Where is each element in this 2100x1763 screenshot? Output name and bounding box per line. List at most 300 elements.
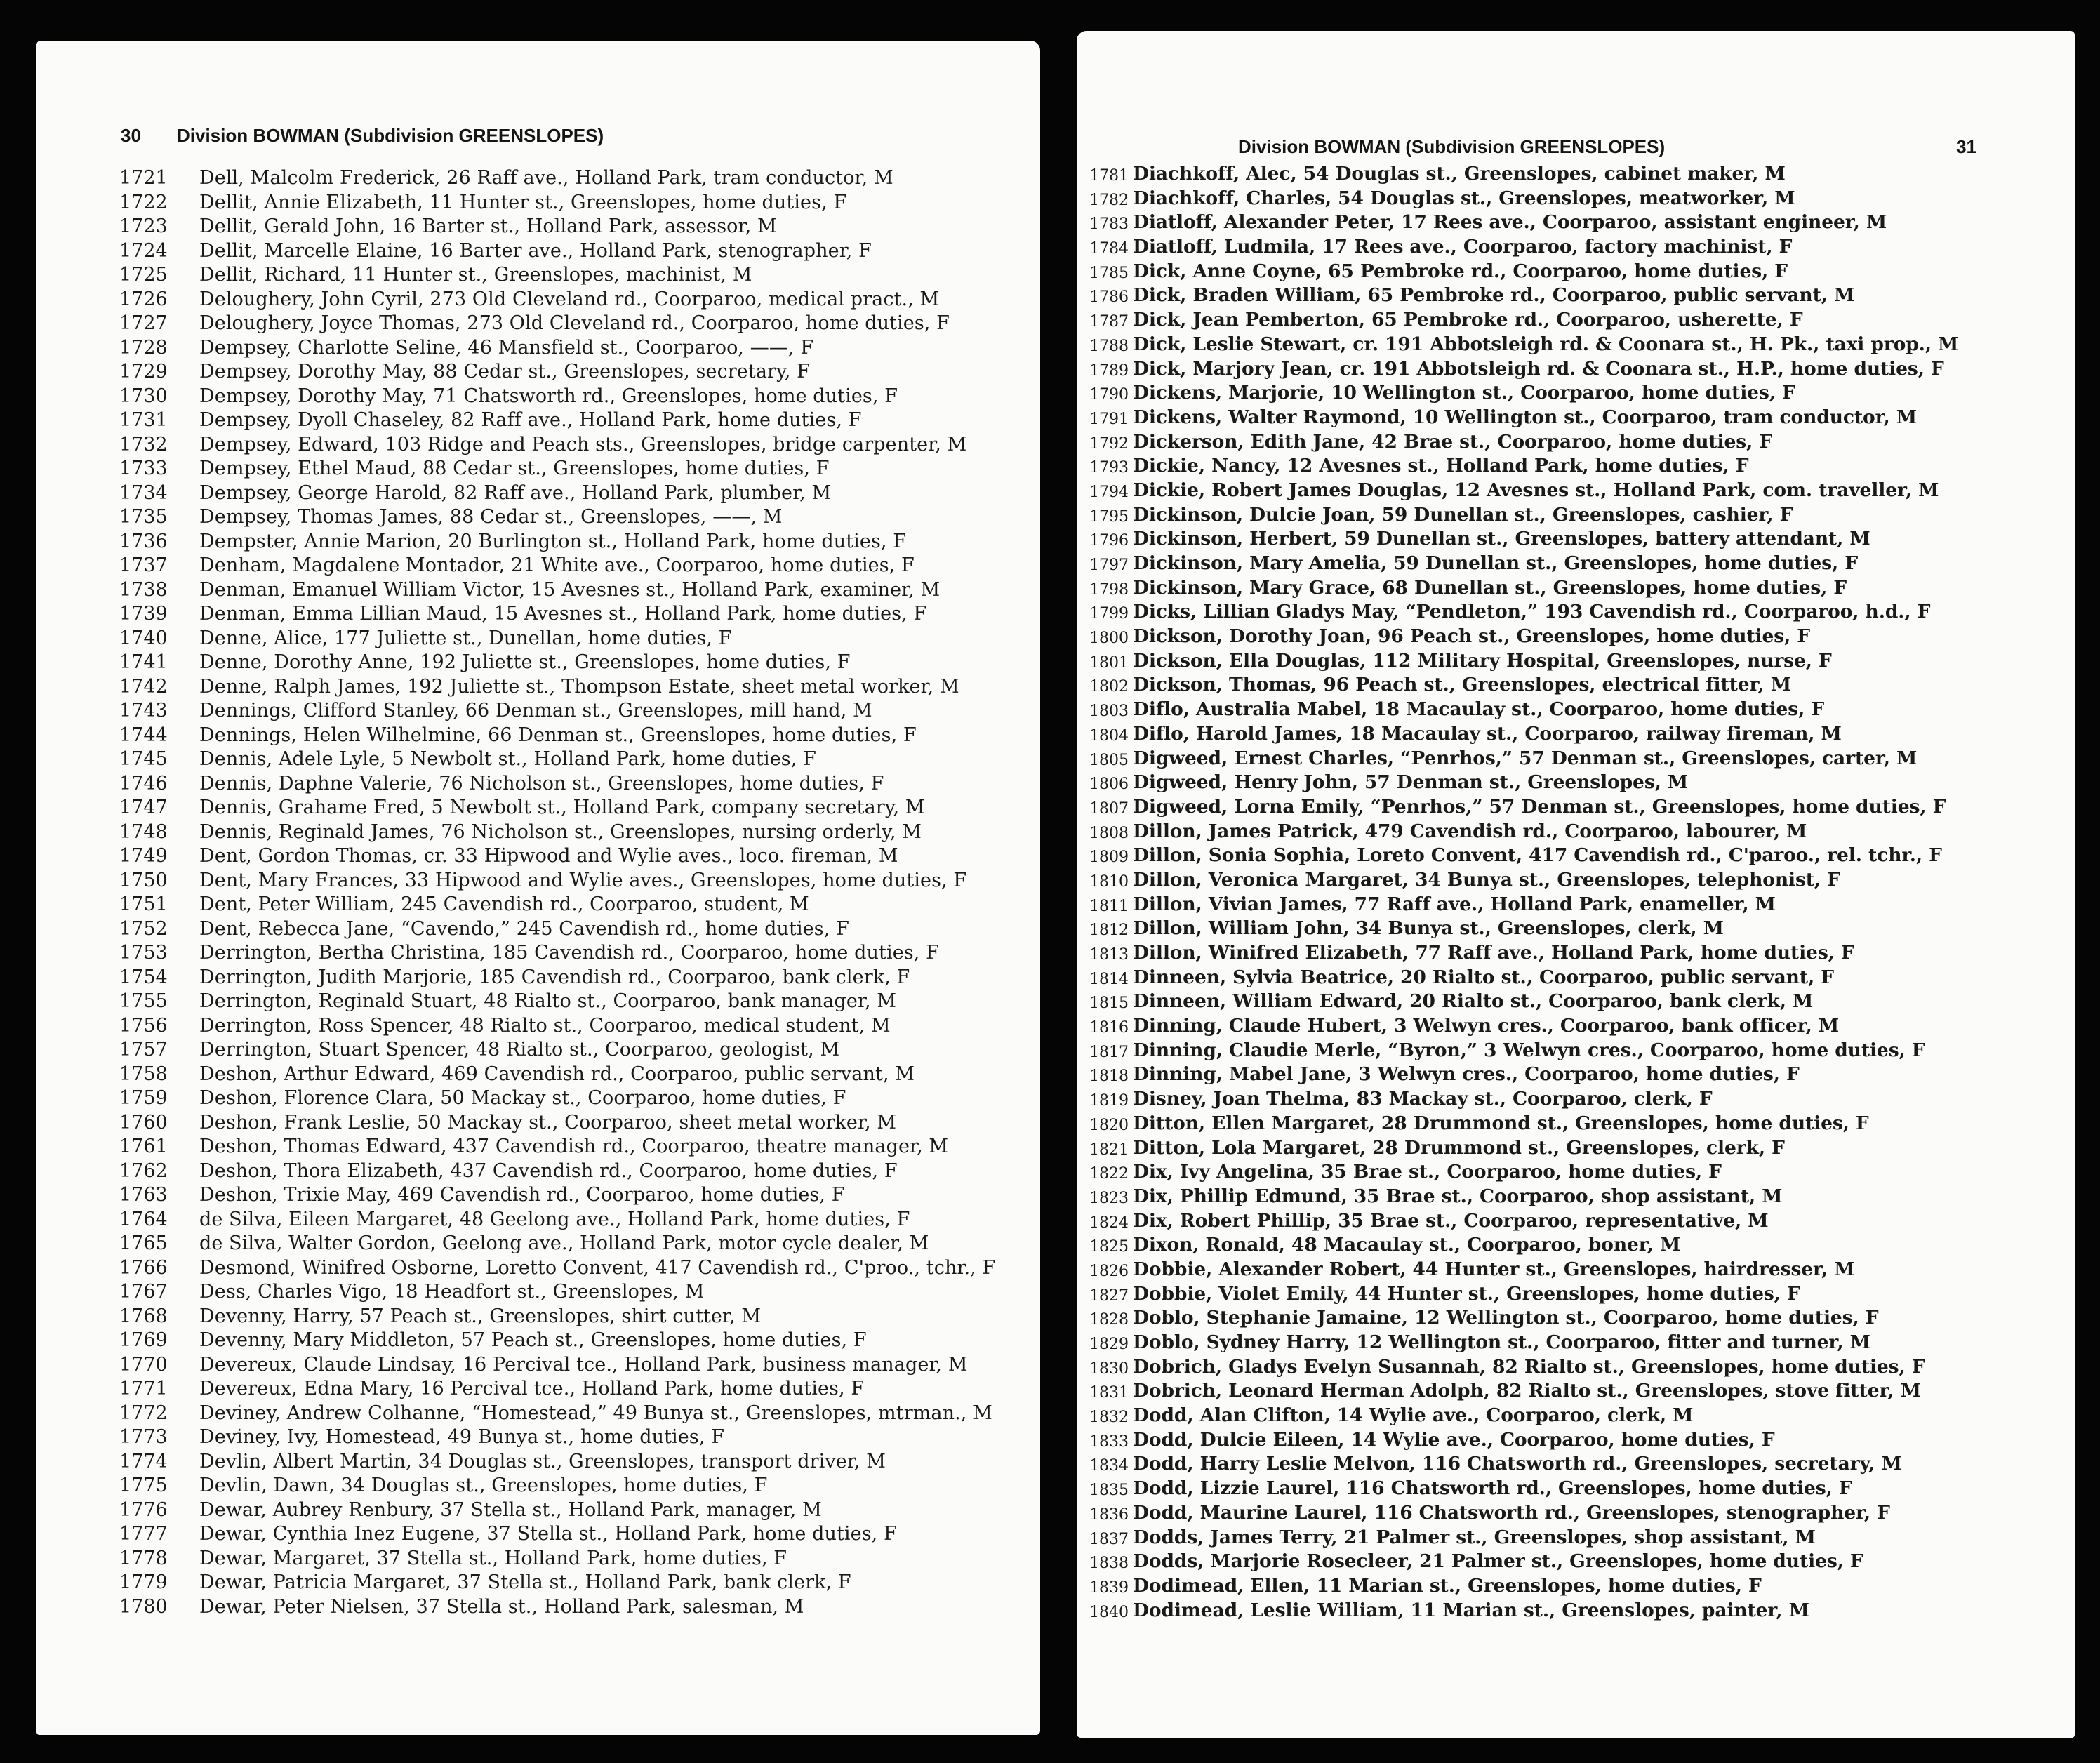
entry-text: Dick, Marjory Jean, cr. 191 Abbotsleigh rd. & Coonara st., H.P., home duties, F (1133, 357, 1944, 380)
list-item (36, 554, 1040, 579)
entry-number: 1762 (119, 1159, 168, 1182)
list-item (1077, 528, 2075, 552)
entry-number: 1770 (119, 1353, 168, 1376)
entry-text: Diachkoff, Alec, 54 Douglas st., Greenslopes, cabinet maker, M (1133, 163, 1786, 185)
list-item (36, 264, 1040, 288)
list-item (1077, 698, 2075, 723)
list-item (1077, 1234, 2075, 1258)
entry-number: 1830 (1089, 1359, 1129, 1378)
entry-number: 1831 (1089, 1384, 1129, 1402)
entry-text: Diatloff, Ludmila, 17 Rees ave., Coorparoo, factory machinist, F (1133, 236, 1793, 258)
entry-text: Dinneen, Sylvia Beatrice, 20 Rialto st., Coorparoo, public servant, F (1133, 966, 1834, 988)
list-item (36, 748, 1040, 773)
page-number: 30 (121, 125, 141, 146)
list-item (36, 192, 1040, 216)
entry-number: 1820 (1089, 1116, 1129, 1134)
list-item (1077, 771, 2075, 796)
list-item (36, 627, 1040, 652)
entry-text: Dobrich, Gladys Evelyn Susannah, 82 Rialto st., Greenslopes, home duties, F (1133, 1355, 1925, 1378)
entry-number: 1752 (119, 917, 168, 940)
entry-text: Dodd, Maurine Laurel, 116 Chatsworth rd., Greenslopes, stenographer, F (1133, 1501, 1890, 1524)
elector-list (1077, 163, 2075, 1623)
list-item (36, 1596, 1040, 1621)
list-item (36, 1087, 1040, 1112)
entry-text: Deshon, Florence Clara, 50 Mackay st., Coorparoo, home duties, F (199, 1087, 846, 1109)
list-item (36, 240, 1040, 265)
list-item (1077, 820, 2075, 845)
entry-text: Dewar, Aubrey Renbury, 37 Stella st., Holland Park, manager, M (199, 1498, 822, 1521)
list-item (36, 531, 1040, 555)
entry-number: 1771 (119, 1378, 168, 1399)
entry-text: Dent, Peter William, 245 Cavendish rd., Coorparoo, student, M (199, 893, 809, 915)
list-item (1077, 625, 2075, 650)
list-item (36, 506, 1040, 531)
entry-number: 1736 (119, 530, 168, 552)
entry-number: 1733 (119, 458, 168, 479)
entry-number: 1783 (1089, 215, 1129, 234)
entry-number: 1738 (119, 578, 168, 601)
entry-text: Dempsey, Ethel Maud, 88 Cedar st., Greenslopes, home duties, F (199, 458, 830, 479)
entry-number: 1744 (119, 724, 168, 746)
entry-text: Dent, Gordon Thomas, cr. 33 Hipwood and Wylie aves., loco. fireman, M (199, 845, 898, 867)
entry-text: Dodd, Lizzie Laurel, 116 Chatsworth rd., Greenslopes, home duties, F (1133, 1477, 1852, 1500)
list-item (1077, 1331, 2075, 1356)
entry-text: Denne, Dorothy Anne, 192 Juliette st., Greenslopes, home duties, F (199, 651, 851, 673)
entry-text: Ditton, Lola Margaret, 28 Drummond st., Greenslopes, clerk, F (1133, 1136, 1785, 1159)
entry-text: Dinneen, William Edward, 20 Rialto st., Coorparoo, bank clerk, M (1133, 990, 1814, 1013)
entry-text: Dickens, Walter Raymond, 10 Wellington st., Coorparoo, tram conductor, M (1133, 406, 1918, 428)
entry-number: 1828 (1089, 1311, 1129, 1329)
entry-text: Diachkoff, Charles, 54 Douglas st., Greenslopes, meatworker, M (1133, 187, 1795, 209)
entry-text: Dillon, Winifred Elizabeth, 77 Raff ave., Holland Park, home duties, F (1133, 942, 1854, 964)
entry-number: 1731 (119, 409, 168, 431)
entry-text: Denman, Emma Lillian Maud, 15 Avesnes st., Holland Park, home duties, F (199, 603, 927, 625)
entry-text: Denne, Alice, 177 Juliette st., Dunellan, home duties, F (199, 627, 732, 649)
entry-number: 1742 (119, 675, 168, 698)
entry-number: 1786 (1089, 288, 1129, 307)
list-item (36, 1063, 1040, 1088)
entry-text: Denman, Emanuel William Victor, 15 Avesnes st., Holland Park, examiner, M (199, 578, 941, 601)
entry-text: Dillon, William John, 34 Bunya st., Greenslopes, clerk, M (1133, 917, 1724, 940)
list-item (36, 1305, 1040, 1330)
list-item (1077, 1404, 2075, 1429)
entry-text: Deloughery, John Cyril, 273 Old Cleveland rd., Coorparoo, medical pract., M (199, 288, 940, 310)
entry-text: Dempsey, Thomas James, 88 Cedar st., Greenslopes, ——, M (199, 506, 783, 528)
entry-text: Dobbie, Alexander Robert, 44 Hunter st., Greenslopes, hairdresser, M (1133, 1258, 1855, 1280)
entry-number: 1795 (1089, 507, 1129, 526)
list-item (1077, 284, 2075, 309)
entry-number: 1829 (1089, 1336, 1129, 1353)
entry-number: 1836 (1089, 1505, 1129, 1524)
entry-number: 1800 (1089, 630, 1129, 648)
entry-text: Doblo, Sydney Harry, 12 Wellington st., Coorparoo, fitter and turner, M (1133, 1331, 1870, 1353)
entry-number: 1725 (119, 264, 168, 286)
entry-text: Dodds, James Terry, 21 Palmer st., Greenslopes, shop assistant, M (1133, 1526, 1816, 1548)
list-item (36, 1378, 1040, 1402)
entry-number: 1822 (1089, 1165, 1129, 1183)
entry-text: Dick, Anne Coyne, 65 Pembroke rd., Coorparoo, home duties, F (1133, 260, 1788, 282)
list-item (1077, 309, 2075, 333)
list-item (1077, 406, 2075, 431)
entry-number: 1789 (1089, 361, 1129, 380)
entry-number: 1767 (119, 1281, 168, 1303)
entry-number: 1782 (1089, 191, 1129, 209)
entry-number: 1761 (119, 1136, 168, 1157)
entry-text: de Silva, Eileen Margaret, 48 Geelong ave., Holland Park, home duties, F (199, 1208, 910, 1230)
entry-text: Dodd, Alan Clifton, 14 Wylie ave., Coorparoo, clerk, M (1133, 1404, 1694, 1427)
list-item (1077, 358, 2075, 382)
list-item (1077, 1088, 2075, 1112)
entry-number: 1837 (1089, 1530, 1129, 1548)
entry-number: 1747 (119, 797, 168, 818)
entry-number: 1760 (119, 1111, 168, 1133)
entry-text: Dix, Phillip Edmund, 35 Brae st., Coorparoo, shop assistant, M (1133, 1185, 1783, 1207)
entry-text: Dodds, Marjorie Rosecleer, 21 Palmer st., Greenslopes, home duties, F (1133, 1550, 1863, 1573)
entry-text: Dennings, Clifford Stanley, 66 Denman st., Greenslopes, mill hand, M (199, 700, 872, 721)
entry-number: 1824 (1089, 1213, 1129, 1232)
list-item (36, 651, 1040, 676)
entry-number: 1755 (119, 990, 168, 1012)
list-item (1077, 1112, 2075, 1137)
list-item (1077, 382, 2075, 406)
list-item (36, 458, 1040, 482)
entry-text: Dellit, Richard, 11 Hunter st., Greenslopes, machinist, M (199, 264, 752, 286)
list-item (1077, 1453, 2075, 1477)
entry-text: Devereux, Edna Mary, 16 Percival tce., Holland Park, home duties, F (199, 1378, 865, 1399)
entry-text: Dillon, Veronica Margaret, 34 Bunya st., Greenslopes, telephonist, F (1133, 868, 1840, 891)
entry-text: Deloughery, Joyce Thomas, 273 Old Cleveland rd., Coorparoo, home duties, F (199, 312, 950, 334)
list-item (36, 966, 1040, 991)
entry-text: Dickinson, Dulcie Joan, 59 Dunellan st., Greenslopes, cashier, F (1133, 503, 1793, 526)
list-item (36, 797, 1040, 821)
entry-number: 1740 (119, 627, 168, 649)
list-item (36, 870, 1040, 894)
entry-text: Digweed, Ernest Charles, “Penrhos,” 57 Denman st., Greenslopes, carter, M (1133, 747, 1918, 769)
entry-number: 1791 (1089, 410, 1129, 428)
entry-text: de Silva, Walter Gordon, Geelong ave., Holland Park, motor cycle dealer, M (199, 1232, 929, 1254)
entry-text: Dent, Mary Frances, 33 Hipwood and Wylie aves., Greenslopes, home duties, F (199, 869, 967, 891)
entry-text: Dempster, Annie Marion, 20 Burlington st., Holland Park, home duties, F (199, 530, 907, 552)
list-item (36, 990, 1040, 1015)
entry-number: 1811 (1089, 897, 1129, 915)
list-item (1077, 1380, 2075, 1404)
list-item (36, 1184, 1040, 1209)
entry-number: 1821 (1089, 1140, 1129, 1159)
entry-text: Digweed, Lorna Emily, “Penrhos,” 57 Denman st., Greenslopes, home duties, F (1133, 795, 1946, 818)
entry-text: Dempsey, Dyoll Chaseley, 82 Raff ave., Holland Park, home duties, F (199, 409, 862, 431)
entry-number: 1792 (1089, 434, 1129, 453)
list-item (36, 409, 1040, 434)
entry-text: Dickson, Ella Douglas, 112 Military Hospital, Greenslopes, nurse, F (1133, 649, 1832, 672)
list-item (1077, 893, 2075, 918)
list-item (36, 1329, 1040, 1354)
list-item (36, 1209, 1040, 1233)
list-item (1077, 844, 2075, 869)
page-title: Division BOWMAN (Subdivision GREENSLOPES) (1238, 136, 1666, 157)
entry-text: Derrington, Reginald Stuart, 48 Rialto st., Coorparoo, bank manager, M (199, 990, 897, 1012)
list-item (1077, 479, 2075, 504)
entry-number: 1776 (119, 1498, 168, 1521)
entry-number: 1765 (119, 1232, 168, 1254)
entry-number: 1812 (1089, 922, 1129, 940)
entry-number: 1758 (119, 1063, 168, 1085)
list-item (36, 603, 1040, 627)
list-item (1077, 187, 2075, 212)
entry-number: 1769 (119, 1329, 168, 1351)
list-item (36, 676, 1040, 700)
entry-text: Diflo, Harold James, 18 Macaulay st., Coorparoo, railway fireman, M (1133, 722, 1842, 745)
list-item (36, 167, 1040, 192)
list-item (1077, 1210, 2075, 1235)
entry-text: Dillon, Sonia Sophia, Loreto Convent, 417 Cavendish rd., C'paroo., rel. tchr., F (1133, 844, 1942, 867)
entry-number: 1775 (119, 1475, 168, 1496)
entry-number: 1759 (119, 1087, 168, 1109)
entry-text: Dixon, Ronald, 48 Macaulay st., Coorparoo, boner, M (1133, 1234, 1681, 1256)
entry-text: Dick, Braden William, 65 Pembroke rd., Coorparoo, public servant, M (1133, 284, 1855, 307)
entry-number: 1743 (119, 700, 168, 721)
list-item (36, 434, 1040, 458)
entry-text: Deshon, Frank Leslie, 50 Mackay st., Coorparoo, sheet metal worker, M (199, 1111, 897, 1133)
entry-number: 1735 (119, 506, 168, 528)
entry-number: 1745 (119, 748, 168, 770)
list-item (1077, 650, 2075, 674)
entry-number: 1766 (119, 1256, 168, 1279)
list-item (1077, 1039, 2075, 1064)
list-item (1077, 1526, 2075, 1551)
list-item (1077, 211, 2075, 236)
list-item (1077, 990, 2075, 1015)
left-page (36, 41, 1040, 1735)
entry-number: 1764 (119, 1208, 168, 1230)
entry-number: 1763 (119, 1184, 168, 1206)
list-item (1077, 674, 2075, 698)
entry-number: 1727 (119, 312, 168, 334)
entry-number: 1798 (1089, 580, 1129, 599)
entry-number: 1796 (1089, 532, 1129, 550)
entry-number: 1833 (1089, 1432, 1129, 1451)
entry-text: Dickie, Nancy, 12 Avesnes st., Holland Park, home duties, F (1133, 455, 1749, 477)
entry-number: 1823 (1089, 1189, 1129, 1207)
list-item (1077, 431, 2075, 455)
list-item (36, 1475, 1040, 1499)
entry-text: Dempsey, George Harold, 82 Raff ave., Holland Park, plumber, M (199, 481, 832, 504)
entry-text: Dobrich, Leonard Herman Adolph, 82 Rialto st., Greenslopes, stove fitter, M (1133, 1380, 1921, 1402)
list-item (36, 1039, 1040, 1063)
list-item (1077, 601, 2075, 625)
entry-text: Ditton, Ellen Margaret, 28 Drummond st., Greenslopes, home duties, F (1133, 1112, 1869, 1134)
entry-number: 1737 (119, 554, 168, 576)
list-item (36, 1571, 1040, 1596)
entry-number: 1832 (1089, 1409, 1129, 1427)
list-item (36, 482, 1040, 507)
entry-text: Dewar, Patricia Margaret, 37 Stella st., Holland Park, bank clerk, F (199, 1571, 851, 1593)
entry-text: Dennis, Reginald James, 76 Nicholson st., Greenslopes, nursing orderly, M (199, 820, 922, 843)
entry-text: Deshon, Arthur Edward, 469 Cavendish rd., Coorparoo, public servant, M (199, 1063, 915, 1085)
entry-number: 1753 (119, 942, 168, 964)
entry-number: 1815 (1089, 994, 1129, 1013)
entry-number: 1722 (119, 191, 168, 213)
list-item (36, 361, 1040, 385)
entry-text: Dix, Robert Phillip, 35 Brae st., Coorparoo, representative, M (1133, 1209, 1769, 1232)
entry-text: Diatloff, Alexander Peter, 17 Rees ave., Coorparoo, assistant engineer, M (1133, 211, 1887, 234)
entry-number: 1817 (1089, 1043, 1129, 1061)
entry-text: Dinning, Claude Hubert, 3 Welwyn cres., Coorparoo, bank officer, M (1133, 1015, 1840, 1037)
list-item (1077, 1185, 2075, 1210)
entry-number: 1723 (119, 215, 168, 237)
list-item (1077, 260, 2075, 285)
list-item (1077, 723, 2075, 747)
entry-text: Deshon, Thora Elizabeth, 437 Cavendish rd., Coorparoo, home duties, F (199, 1159, 898, 1182)
list-item (36, 312, 1040, 337)
list-item (36, 821, 1040, 846)
entry-text: Dodd, Dulcie Eileen, 14 Wylie ave., Coorparoo, home duties, F (1133, 1428, 1775, 1451)
entry-text: Dennis, Daphne Valerie, 76 Nicholson st., Greenslopes, home duties, F (199, 772, 884, 794)
entry-text: Dennis, Adele Lyle, 5 Newbolt st., Holland Park, home duties, F (199, 748, 816, 770)
list-item (36, 1548, 1040, 1572)
entry-number: 1797 (1089, 557, 1129, 574)
list-item (36, 893, 1040, 918)
list-item (1077, 1429, 2075, 1453)
entry-number: 1757 (119, 1039, 168, 1060)
list-item (1077, 917, 2075, 942)
elector-list (36, 167, 1040, 1620)
entry-number: 1739 (119, 603, 168, 625)
entry-text: Dinning, Claudie Merle, “Byron,” 3 Welwyn cres., Coorparoo, home duties, F (1133, 1039, 1925, 1061)
entry-text: Dellit, Marcelle Elaine, 16 Barter ave., Holland Park, stenographer, F (199, 239, 872, 262)
entry-text: Diflo, Australia Mabel, 18 Macaulay st., Coorparoo, home duties, F (1133, 698, 1825, 721)
list-item (36, 1112, 1040, 1136)
entry-text: Dicks, Lillian Gladys May, “Pendleton,” 193 Cavendish rd., Coorparoo, h.d., F (1133, 601, 1931, 623)
list-item (1077, 1575, 2075, 1599)
entry-text: Dess, Charles Vigo, 18 Headfort st., Greenslopes, M (199, 1281, 705, 1303)
entry-number: 1825 (1089, 1238, 1129, 1256)
entry-text: Dempsey, Dorothy May, 71 Chatsworth rd., Greenslopes, home duties, F (199, 385, 898, 407)
entry-number: 1784 (1089, 240, 1129, 258)
entry-text: Disney, Joan Thelma, 83 Mackay st., Coorparoo, clerk, F (1133, 1088, 1713, 1110)
list-item (36, 918, 1040, 943)
entry-text: Deshon, Trixie May, 469 Cavendish rd., Coorparoo, home duties, F (199, 1184, 845, 1206)
list-item (36, 773, 1040, 797)
entry-number: 1827 (1089, 1286, 1129, 1305)
entry-text: Dillon, Vivian James, 77 Raff ave., Holland Park, enameller, M (1133, 893, 1776, 915)
page-header (36, 125, 1040, 153)
entry-number: 1834 (1089, 1457, 1129, 1475)
list-item (1077, 577, 2075, 601)
entry-text: Doblo, Stephanie Jamaine, 12 Wellington st., Coorparoo, home duties, F (1133, 1307, 1879, 1329)
entry-text: Deviney, Ivy, Homestead, 49 Bunya st., home duties, F (199, 1426, 725, 1448)
list-item (36, 1354, 1040, 1378)
entry-number: 1773 (119, 1426, 168, 1448)
entry-number: 1818 (1089, 1067, 1129, 1086)
entry-number: 1839 (1089, 1578, 1129, 1597)
entry-number: 1729 (119, 361, 168, 382)
entry-text: Dempsey, Edward, 103 Ridge and Peach sts., Greenslopes, bridge carpenter, M (199, 433, 967, 455)
list-item (36, 1523, 1040, 1548)
list-item (1077, 1477, 2075, 1502)
list-item (1077, 1283, 2075, 1308)
entry-text: Devlin, Albert Martin, 34 Douglas st., Greenslopes, transport driver, M (199, 1450, 886, 1472)
list-item (36, 1426, 1040, 1451)
entry-number: 1748 (119, 820, 168, 843)
list-item (1077, 1137, 2075, 1162)
list-item (1077, 869, 2075, 893)
entry-number: 1826 (1089, 1262, 1129, 1280)
entry-text: Dickinson, Mary Amelia, 59 Dunellan st., Greenslopes, home duties, F (1133, 552, 1859, 574)
list-item (1077, 1550, 2075, 1575)
page-title: Division BOWMAN (Subdivision GREENSLOPES) (177, 125, 604, 146)
entry-text: Dewar, Peter Nielsen, 37 Stella st., Holland Park, salesman, M (199, 1595, 804, 1618)
list-item (1077, 236, 2075, 260)
entry-number: 1724 (119, 239, 168, 262)
list-item (36, 1451, 1040, 1475)
list-item (36, 1281, 1040, 1305)
list-item (1077, 333, 2075, 358)
entry-number: 1778 (119, 1547, 168, 1569)
entry-text: Dodimead, Ellen, 11 Marian st., Greenslopes, home duties, F (1133, 1574, 1762, 1597)
entry-text: Desmond, Winifred Osborne, Loretto Convent, 417 Cavendish rd., C'proo., tchr., F (199, 1256, 996, 1279)
entry-number: 1728 (119, 336, 168, 359)
list-item (1077, 747, 2075, 772)
entry-number: 1793 (1089, 459, 1129, 477)
entry-text: Derrington, Bertha Christina, 185 Cavendish rd., Coorparoo, home duties, F (199, 942, 939, 964)
list-item (1077, 1161, 2075, 1185)
list-item (36, 1160, 1040, 1185)
entry-text: Denham, Magdalene Montador, 21 White ave., Coorparoo, home duties, F (199, 554, 915, 576)
entry-number: 1806 (1089, 776, 1129, 794)
entry-text: Derrington, Ross Spencer, 48 Rialto st., Coorparoo, medical student, M (199, 1014, 891, 1037)
entry-text: Dickson, Thomas, 96 Peach st., Greenslopes, electrical fitter, M (1133, 674, 1791, 696)
list-item (1077, 1307, 2075, 1331)
entry-text: Dickinson, Herbert, 59 Dunellan st., Greenslopes, battery attendant, M (1133, 528, 1870, 550)
list-item (36, 724, 1040, 749)
entry-number: 1840 (1089, 1603, 1129, 1621)
entry-text: Denne, Ralph James, 192 Juliette st., Thompson Estate, sheet metal worker, M (199, 675, 959, 698)
list-item (1077, 942, 2075, 966)
entry-number: 1721 (119, 167, 168, 189)
entry-number: 1802 (1089, 678, 1129, 696)
list-item (1077, 1356, 2075, 1381)
entry-text: Dempsey, Charlotte Seline, 46 Mansfield st., Coorparoo, ——, F (199, 336, 814, 359)
list-item (36, 1232, 1040, 1257)
page-number: 31 (1956, 136, 1976, 157)
entry-number: 1787 (1089, 313, 1129, 331)
entry-number: 1790 (1089, 386, 1129, 404)
entry-text: Devereux, Claude Lindsay, 16 Percival tce., Holland Park, business manager, M (199, 1353, 968, 1376)
entry-number: 1794 (1089, 483, 1129, 501)
entry-number: 1814 (1089, 970, 1129, 988)
list-item (1077, 455, 2075, 479)
entry-text: Dewar, Cynthia Inez Eugene, 37 Stella st., Holland Park, home duties, F (199, 1523, 897, 1545)
list-item (1077, 1502, 2075, 1526)
list-item (36, 385, 1040, 410)
list-item (36, 1402, 1040, 1427)
list-item (1077, 1258, 2075, 1283)
entry-text: Dodimead, Leslie William, 11 Marian st., Greenslopes, painter, M (1133, 1599, 1809, 1621)
entry-text: Dinning, Mabel Jane, 3 Welwyn cres., Coorparoo, home duties, F (1133, 1063, 1800, 1086)
entry-text: Dellit, Gerald John, 16 Barter st., Holland Park, assessor, M (199, 215, 777, 237)
entry-number: 1726 (119, 288, 168, 310)
entry-number: 1804 (1089, 726, 1129, 745)
entry-number: 1803 (1089, 703, 1129, 721)
entry-number: 1816 (1089, 1019, 1129, 1037)
entry-text: Deshon, Thomas Edward, 437 Cavendish rd., Coorparoo, theatre manager, M (199, 1136, 949, 1157)
list-item (1077, 163, 2075, 187)
list-item (1077, 504, 2075, 528)
entry-number: 1807 (1089, 799, 1129, 818)
list-item (1077, 1015, 2075, 1039)
entry-number: 1813 (1089, 946, 1129, 964)
entry-text: Dick, Jean Pemberton, 65 Pembroke rd., Coorparoo, usherette, F (1133, 309, 1803, 331)
